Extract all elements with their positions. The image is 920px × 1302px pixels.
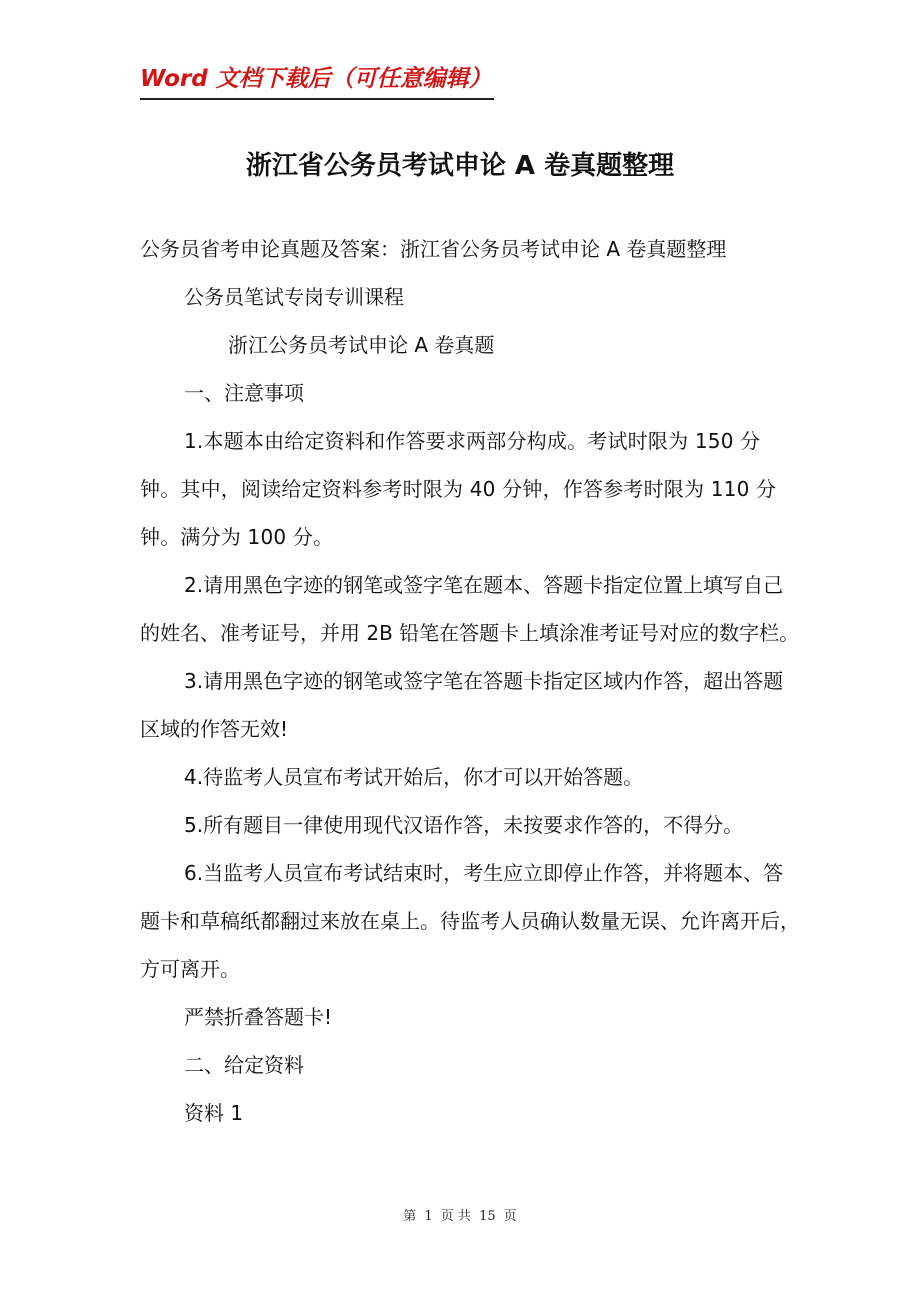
footer-prefix: 第 xyxy=(403,1209,417,1224)
note-item-4: 4.待监考人员宣布考试开始后，你才可以开始答题。 xyxy=(184,765,644,789)
warning-no-fold: 严禁折叠答题卡! xyxy=(184,1005,333,1029)
material-1-heading: 资料 1 xyxy=(184,1101,244,1125)
paragraph-intro: 公务员省考申论真题及答案：浙江省公务员考试申论 A 卷真题整理 xyxy=(140,237,727,261)
paragraph-subtitle: 浙江公务员考试申论 A 卷真题 xyxy=(228,333,495,357)
document-body xyxy=(140,225,800,1137)
paragraph-course: 公务员笔试专岗专训课程 xyxy=(184,285,404,309)
banner-text: Word 文档下载后（可任意编辑） xyxy=(140,66,492,92)
section-heading-notes: 一、注意事项 xyxy=(184,381,304,405)
note-item-6: 6.当监考人员宣布考试结束时，考生应立即停止作答，并将题本、答题卡和草稿纸都翻过来放在桌上。待监考人员确认数量无误、允许离开后，方可离开。 xyxy=(140,861,800,981)
download-banner xyxy=(140,64,494,100)
section-heading-materials: 二、给定资料 xyxy=(184,1053,304,1077)
note-item-2: 2.请用黑色字迹的钢笔或签字笔在题本、答题卡指定位置上填写自己的姓名、准考证号，并用 2B 铅笔在答题卡上填涂准考证号对应的数字栏。 xyxy=(140,573,800,645)
note-item-1: 1.本题本由给定资料和作答要求两部分构成。考试时限为 150 分钟。其中，阅读给定资料参考时限为 40 分钟，作答参考时限为 110 分钟。满分为 100 分。 xyxy=(140,429,777,549)
footer-current-page: 1 xyxy=(424,1209,433,1224)
footer-middle: 页 共 xyxy=(440,1209,471,1224)
footer-suffix: 页 xyxy=(503,1209,517,1224)
footer-total-pages: 15 xyxy=(479,1209,496,1224)
page-footer xyxy=(0,1208,920,1226)
note-item-3: 3.请用黑色字迹的钢笔或签字笔在答题卡指定区域内作答，超出答题区域的作答无效! xyxy=(140,669,784,741)
note-item-5: 5.所有题目一律使用现代汉语作答，未按要求作答的，不得分。 xyxy=(184,813,744,837)
document-title: 浙江省公务员考试申论 A 卷真题整理 xyxy=(245,151,675,181)
